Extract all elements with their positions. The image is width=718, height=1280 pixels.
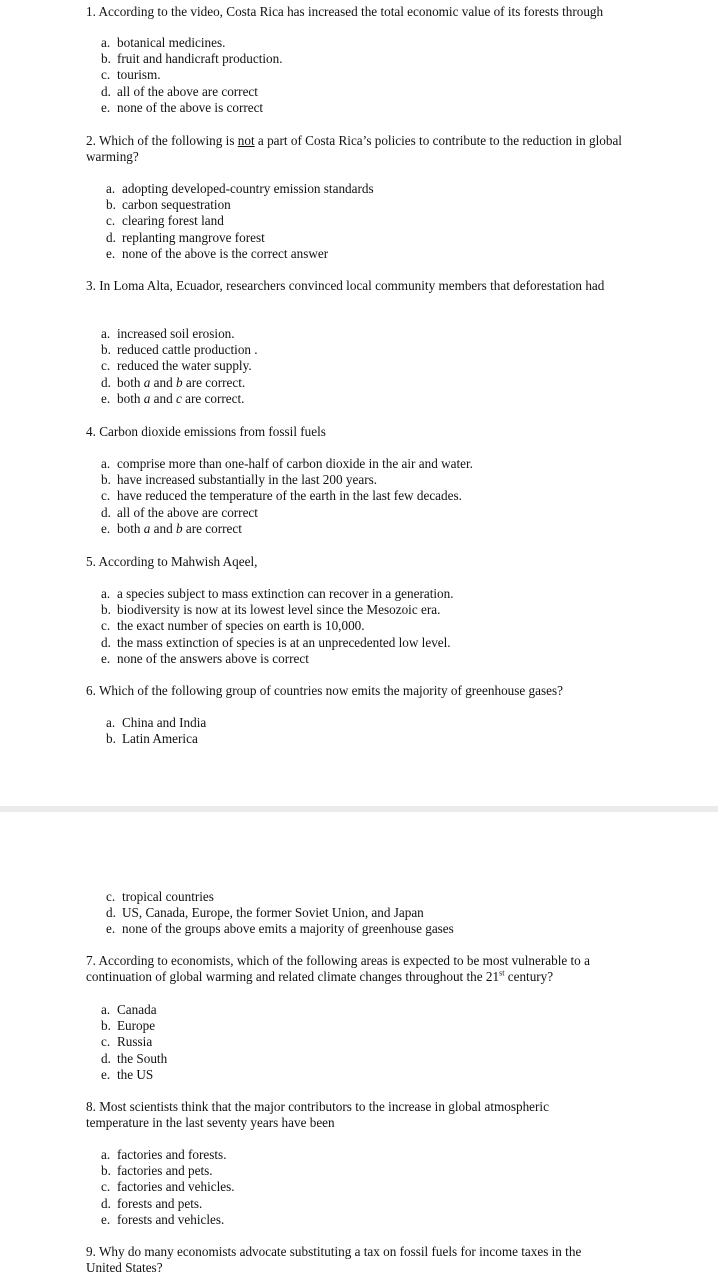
option-item: d. all of the above are correct <box>101 83 258 99</box>
question-9-stem: 9. Why do many economists advocate substituting a tax on fossil fuels for income taxes in the United States? <box>86 1244 582 1276</box>
option-item: c. tropical countries <box>106 889 214 904</box>
option-item: c. clearing forest land <box>106 213 224 229</box>
question-4-stem: 4. Carbon dioxide emissions from fossil fuels <box>86 424 326 439</box>
question-3-options <box>101 326 258 407</box>
question-5-options <box>101 586 454 667</box>
option-item: b. reduced cattle production . <box>101 342 258 358</box>
option-item: e. forests and vehicles. <box>101 1211 225 1227</box>
option-item: a. botanical medicines. <box>101 35 226 50</box>
question-4-options <box>101 456 473 537</box>
question-7-stem: 7. According to economists, which of the following areas is expected to be most vulnerable to a continuation of global warming and related climate changes throughout the 21st century? <box>86 953 590 985</box>
option-item: c. tourism. <box>101 67 161 83</box>
question-1-options <box>101 35 283 116</box>
option-item: a. China and India <box>106 715 207 730</box>
option-item: a. factories and forests. <box>101 1147 227 1162</box>
option-item: b. factories and pets. <box>101 1163 213 1179</box>
option-item: a. adopting developed-country emission standards <box>106 181 374 196</box>
option-item: b. carbon sequestration <box>106 197 231 213</box>
option-item: d. forests and pets. <box>101 1195 203 1211</box>
question-6-options <box>106 715 206 747</box>
question-2-options <box>106 181 374 262</box>
option-item: a. Canada <box>101 1002 157 1017</box>
option-item: d. the South <box>101 1050 168 1066</box>
question-5-stem: 5. According to Mahwish Aqeel, <box>86 554 258 569</box>
option-item: d. the mass extinction of species is at an unprecedented low level. <box>101 634 451 650</box>
option-item: e. none of the above is correct <box>101 99 264 115</box>
option-item: a. increased soil erosion. <box>101 326 235 341</box>
question-8-stem: 8. Most scientists think that the major contributors to the increase in global atmospheric temperature in the last seventy years have been <box>86 1099 549 1131</box>
option-item: e. both a and b are correct <box>101 520 242 536</box>
option-item: a. comprise more than one-half of carbon dioxide in the air and water. <box>101 456 473 471</box>
option-item: b. Latin America <box>106 731 198 747</box>
option-item: a. a species subject to mass extinction can recover in a generation. <box>101 586 454 601</box>
option-item: e. the US <box>101 1066 154 1082</box>
option-item: c. Russia <box>101 1034 153 1050</box>
question-6-options-continued <box>106 889 454 938</box>
option-item: c. have reduced the temperature of the earth in the last few decades. <box>101 488 462 504</box>
option-item: d. US, Canada, Europe, the former Soviet Union, and Japan <box>106 905 424 921</box>
option-item: b. fruit and handicraft production. <box>101 51 283 67</box>
option-item: d. all of the above are correct <box>101 504 258 520</box>
option-item: d. replanting mangrove forest <box>106 229 265 245</box>
question-8-options <box>101 1147 235 1228</box>
option-item: c. reduced the water supply. <box>101 358 252 374</box>
option-item: c. factories and vehicles. <box>101 1179 235 1195</box>
option-item: e. none of the answers above is correct <box>101 650 309 666</box>
option-item: b. biodiversity is now at its lowest level since the Mesozoic era. <box>101 602 441 618</box>
option-item: b. have increased substantially in the last 200 years. <box>101 472 378 488</box>
not-emphasis: not <box>237 133 255 148</box>
question-2-stem: 2. Which of the following is not a part of Costa Rica’s policies to contribute to the reduction in global warming? <box>86 133 622 165</box>
option-item: e. none of the above is the correct answer <box>106 245 329 261</box>
option-item: d. both a and b are correct. <box>101 374 246 390</box>
option-item: c. the exact number of species on earth is 10,000. <box>101 618 365 634</box>
question-7-options <box>101 1002 167 1083</box>
option-item: b. Europe <box>101 1018 156 1034</box>
option-item: e. both a and c are correct. <box>101 390 245 406</box>
question-6-stem: 6. Which of the following group of countries now emits the majority of greenhouse gases? <box>86 683 563 698</box>
question-3-stem: 3. In Loma Alta, Ecuador, researchers convinced local community members that deforestation had <box>86 278 605 293</box>
question-1-stem: 1. According to the video, Costa Rica has increased the total economic value of its forests through <box>86 4 604 19</box>
option-item: e. none of the groups above emits a majority of greenhouse gases <box>106 921 454 937</box>
document-page-2 <box>0 812 718 1280</box>
